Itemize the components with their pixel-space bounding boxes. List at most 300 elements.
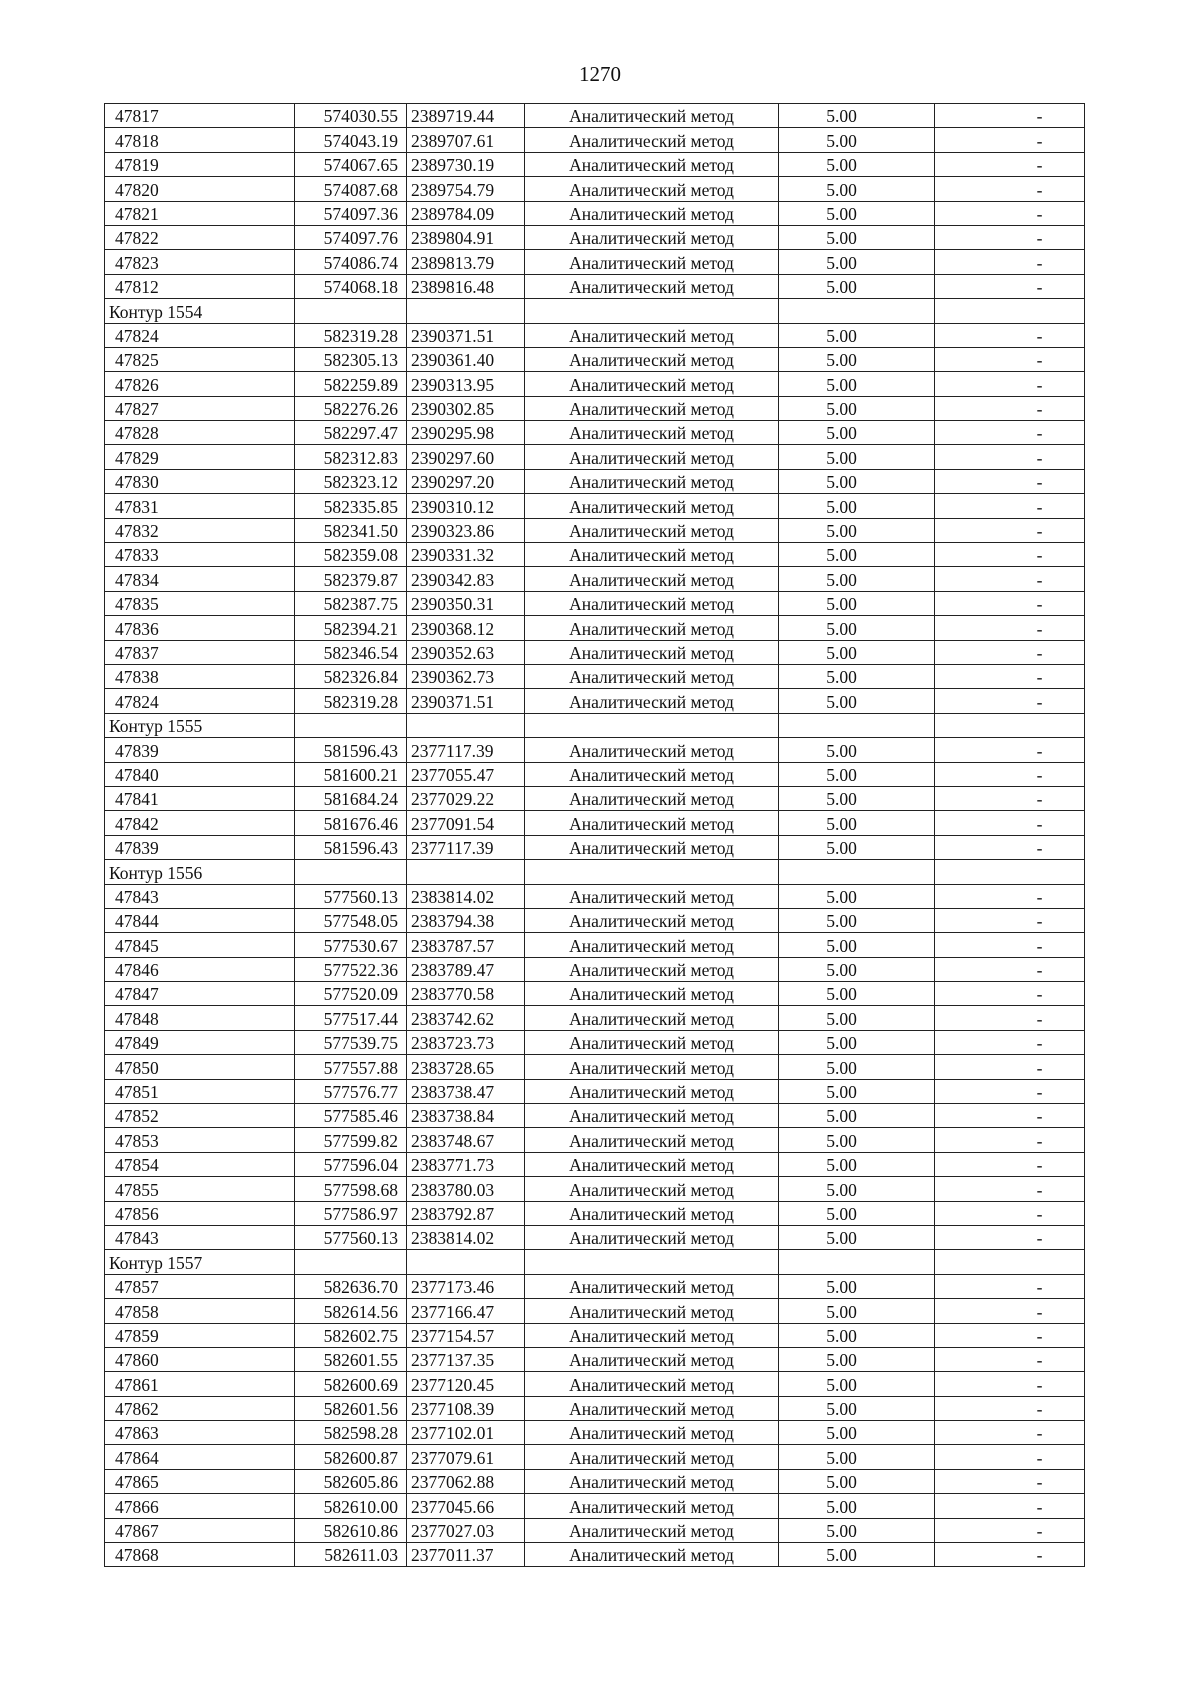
empty-cell — [935, 299, 1085, 323]
accuracy-cell: 5.00 — [779, 884, 935, 908]
x-coordinate-cell: 582605.86 — [295, 1469, 407, 1493]
description-cell: - — [935, 1445, 1085, 1469]
y-coordinate-cell: 2383771.73 — [407, 1152, 525, 1176]
description-cell: - — [935, 616, 1085, 640]
method-cell: Аналитический метод — [525, 1494, 779, 1518]
description-cell: - — [935, 421, 1085, 445]
point-number-cell: 47817 — [105, 104, 295, 128]
table-row — [105, 738, 1085, 762]
description-cell: - — [935, 1323, 1085, 1347]
description-cell: - — [935, 835, 1085, 859]
y-coordinate-cell: 2377117.39 — [407, 835, 525, 859]
method-cell: Аналитический метод — [525, 201, 779, 225]
accuracy-cell: 5.00 — [779, 1152, 935, 1176]
point-number-cell: 47868 — [105, 1543, 295, 1567]
x-coordinate-cell: 582346.54 — [295, 640, 407, 664]
method-cell: Аналитический метод — [525, 1396, 779, 1420]
y-coordinate-cell: 2389707.61 — [407, 128, 525, 152]
point-number-cell: 47839 — [105, 738, 295, 762]
y-coordinate-cell: 2383770.58 — [407, 982, 525, 1006]
method-cell: Аналитический метод — [525, 762, 779, 786]
accuracy-cell: 5.00 — [779, 1323, 935, 1347]
accuracy-cell: 5.00 — [779, 1494, 935, 1518]
x-coordinate-cell: 581676.46 — [295, 811, 407, 835]
method-cell: Аналитический метод — [525, 957, 779, 981]
contour-header-row — [105, 1250, 1085, 1274]
coordinates-table — [104, 103, 1085, 1567]
point-number-cell: 47830 — [105, 469, 295, 493]
y-coordinate-cell: 2377011.37 — [407, 1543, 525, 1567]
contour-header-row — [105, 713, 1085, 737]
point-number-cell: 47843 — [105, 884, 295, 908]
x-coordinate-cell: 581596.43 — [295, 738, 407, 762]
x-coordinate-cell: 582601.56 — [295, 1396, 407, 1420]
x-coordinate-cell: 582611.03 — [295, 1543, 407, 1567]
table-row — [105, 1201, 1085, 1225]
method-cell: Аналитический метод — [525, 1347, 779, 1371]
empty-cell — [295, 713, 407, 737]
description-cell: - — [935, 225, 1085, 249]
method-cell: Аналитический метод — [525, 1469, 779, 1493]
point-number-cell: 47862 — [105, 1396, 295, 1420]
table-row — [105, 177, 1085, 201]
table-row — [105, 1372, 1085, 1396]
point-number-cell: 47829 — [105, 445, 295, 469]
accuracy-cell: 5.00 — [779, 1543, 935, 1567]
table-row — [105, 982, 1085, 1006]
y-coordinate-cell: 2383794.38 — [407, 908, 525, 932]
x-coordinate-cell: 582636.70 — [295, 1274, 407, 1298]
x-coordinate-cell: 582602.75 — [295, 1323, 407, 1347]
y-coordinate-cell: 2383728.65 — [407, 1055, 525, 1079]
description-cell: - — [935, 1469, 1085, 1493]
x-coordinate-cell: 582598.28 — [295, 1421, 407, 1445]
y-coordinate-cell: 2390371.51 — [407, 323, 525, 347]
x-coordinate-cell: 582341.50 — [295, 518, 407, 542]
accuracy-cell: 5.00 — [779, 250, 935, 274]
accuracy-cell: 5.00 — [779, 1030, 935, 1054]
point-number-cell: 47828 — [105, 421, 295, 445]
table-row — [105, 543, 1085, 567]
x-coordinate-cell: 574086.74 — [295, 250, 407, 274]
point-number-cell: 47844 — [105, 908, 295, 932]
description-cell: - — [935, 1225, 1085, 1249]
y-coordinate-cell: 2390302.85 — [407, 396, 525, 420]
accuracy-cell: 5.00 — [779, 664, 935, 688]
y-coordinate-cell: 2389754.79 — [407, 177, 525, 201]
x-coordinate-cell: 582379.87 — [295, 567, 407, 591]
method-cell: Аналитический метод — [525, 616, 779, 640]
y-coordinate-cell: 2377079.61 — [407, 1445, 525, 1469]
table-row — [105, 469, 1085, 493]
table-row — [105, 201, 1085, 225]
empty-cell — [779, 299, 935, 323]
description-cell: - — [935, 567, 1085, 591]
accuracy-cell: 5.00 — [779, 1396, 935, 1420]
description-cell: - — [935, 982, 1085, 1006]
x-coordinate-cell: 577548.05 — [295, 908, 407, 932]
method-cell: Аналитический метод — [525, 786, 779, 810]
table-row — [105, 250, 1085, 274]
y-coordinate-cell: 2383789.47 — [407, 957, 525, 981]
description-cell: - — [935, 128, 1085, 152]
y-coordinate-cell: 2390331.32 — [407, 543, 525, 567]
method-cell: Аналитический метод — [525, 494, 779, 518]
accuracy-cell: 5.00 — [779, 372, 935, 396]
accuracy-cell: 5.00 — [779, 201, 935, 225]
table-row — [105, 347, 1085, 371]
table-row — [105, 323, 1085, 347]
accuracy-cell: 5.00 — [779, 933, 935, 957]
y-coordinate-cell: 2377102.01 — [407, 1421, 525, 1445]
table-row — [105, 152, 1085, 176]
x-coordinate-cell: 574067.65 — [295, 152, 407, 176]
y-coordinate-cell: 2377027.03 — [407, 1518, 525, 1542]
description-cell: - — [935, 201, 1085, 225]
empty-cell — [779, 1250, 935, 1274]
description-cell: - — [935, 396, 1085, 420]
point-number-cell: 47820 — [105, 177, 295, 201]
empty-cell — [779, 713, 935, 737]
point-number-cell: 47818 — [105, 128, 295, 152]
x-coordinate-cell: 582335.85 — [295, 494, 407, 518]
y-coordinate-cell: 2389730.19 — [407, 152, 525, 176]
y-coordinate-cell: 2383738.84 — [407, 1104, 525, 1128]
table-row — [105, 1299, 1085, 1323]
table-row — [105, 835, 1085, 859]
method-cell: Аналитический метод — [525, 1225, 779, 1249]
contour-name-cell: Контур 1555 — [105, 713, 295, 737]
empty-cell — [295, 860, 407, 884]
point-number-cell: 47848 — [105, 1006, 295, 1030]
y-coordinate-cell: 2383792.87 — [407, 1201, 525, 1225]
table-row — [105, 274, 1085, 298]
x-coordinate-cell: 577557.88 — [295, 1055, 407, 1079]
table-row — [105, 1445, 1085, 1469]
table-row — [105, 1543, 1085, 1567]
accuracy-cell: 5.00 — [779, 1006, 935, 1030]
point-number-cell: 47858 — [105, 1299, 295, 1323]
method-cell: Аналитический метод — [525, 835, 779, 859]
description-cell: - — [935, 1128, 1085, 1152]
y-coordinate-cell: 2390295.98 — [407, 421, 525, 445]
description-cell: - — [935, 323, 1085, 347]
accuracy-cell: 5.00 — [779, 616, 935, 640]
accuracy-cell: 5.00 — [779, 1421, 935, 1445]
table-row — [105, 811, 1085, 835]
x-coordinate-cell: 582610.86 — [295, 1518, 407, 1542]
y-coordinate-cell: 2377166.47 — [407, 1299, 525, 1323]
method-cell: Аналитический метод — [525, 982, 779, 1006]
accuracy-cell: 5.00 — [779, 347, 935, 371]
x-coordinate-cell: 577599.82 — [295, 1128, 407, 1152]
point-number-cell: 47854 — [105, 1152, 295, 1176]
description-cell: - — [935, 1372, 1085, 1396]
accuracy-cell: 5.00 — [779, 1079, 935, 1103]
description-cell: - — [935, 908, 1085, 932]
accuracy-cell: 5.00 — [779, 1445, 935, 1469]
method-cell: Аналитический метод — [525, 1274, 779, 1298]
y-coordinate-cell: 2390352.63 — [407, 640, 525, 664]
x-coordinate-cell: 582297.47 — [295, 421, 407, 445]
point-number-cell: 47837 — [105, 640, 295, 664]
accuracy-cell: 5.00 — [779, 591, 935, 615]
y-coordinate-cell: 2377154.57 — [407, 1323, 525, 1347]
description-cell: - — [935, 347, 1085, 371]
accuracy-cell: 5.00 — [779, 738, 935, 762]
method-cell: Аналитический метод — [525, 274, 779, 298]
x-coordinate-cell: 581684.24 — [295, 786, 407, 810]
table-row — [105, 421, 1085, 445]
y-coordinate-cell: 2383814.02 — [407, 884, 525, 908]
x-coordinate-cell: 582319.28 — [295, 323, 407, 347]
accuracy-cell: 5.00 — [779, 518, 935, 542]
y-coordinate-cell: 2377108.39 — [407, 1396, 525, 1420]
point-number-cell: 47825 — [105, 347, 295, 371]
description-cell: - — [935, 689, 1085, 713]
coordinates-table-container — [104, 103, 1084, 1567]
point-number-cell: 47822 — [105, 225, 295, 249]
empty-cell — [407, 713, 525, 737]
point-number-cell: 47832 — [105, 518, 295, 542]
point-number-cell: 47838 — [105, 664, 295, 688]
table-row — [105, 396, 1085, 420]
accuracy-cell: 5.00 — [779, 225, 935, 249]
accuracy-cell: 5.00 — [779, 567, 935, 591]
point-number-cell: 47847 — [105, 982, 295, 1006]
x-coordinate-cell: 577539.75 — [295, 1030, 407, 1054]
accuracy-cell: 5.00 — [779, 1128, 935, 1152]
point-number-cell: 47861 — [105, 1372, 295, 1396]
point-number-cell: 47845 — [105, 933, 295, 957]
x-coordinate-cell: 582359.08 — [295, 543, 407, 567]
y-coordinate-cell: 2377173.46 — [407, 1274, 525, 1298]
method-cell: Аналитический метод — [525, 104, 779, 128]
method-cell: Аналитический метод — [525, 640, 779, 664]
table-row — [105, 591, 1085, 615]
accuracy-cell: 5.00 — [779, 908, 935, 932]
y-coordinate-cell: 2389804.91 — [407, 225, 525, 249]
y-coordinate-cell: 2383780.03 — [407, 1177, 525, 1201]
description-cell: - — [935, 640, 1085, 664]
method-cell: Аналитический метод — [525, 1372, 779, 1396]
empty-cell — [295, 1250, 407, 1274]
accuracy-cell: 5.00 — [779, 152, 935, 176]
empty-cell — [779, 860, 935, 884]
table-row — [105, 1128, 1085, 1152]
y-coordinate-cell: 2377045.66 — [407, 1494, 525, 1518]
table-row — [105, 762, 1085, 786]
method-cell: Аналитический метод — [525, 347, 779, 371]
table-row — [105, 1104, 1085, 1128]
point-number-cell: 47839 — [105, 835, 295, 859]
description-cell: - — [935, 1152, 1085, 1176]
point-number-cell: 47866 — [105, 1494, 295, 1518]
method-cell: Аналитический метод — [525, 567, 779, 591]
accuracy-cell: 5.00 — [779, 421, 935, 445]
x-coordinate-cell: 577598.68 — [295, 1177, 407, 1201]
accuracy-cell: 5.00 — [779, 445, 935, 469]
description-cell: - — [935, 372, 1085, 396]
point-number-cell: 47834 — [105, 567, 295, 591]
accuracy-cell: 5.00 — [779, 957, 935, 981]
x-coordinate-cell: 574097.76 — [295, 225, 407, 249]
y-coordinate-cell: 2390361.40 — [407, 347, 525, 371]
point-number-cell: 47863 — [105, 1421, 295, 1445]
accuracy-cell: 5.00 — [779, 762, 935, 786]
method-cell: Аналитический метод — [525, 1543, 779, 1567]
x-coordinate-cell: 582326.84 — [295, 664, 407, 688]
table-row — [105, 1274, 1085, 1298]
method-cell: Аналитический метод — [525, 1079, 779, 1103]
y-coordinate-cell: 2390362.73 — [407, 664, 525, 688]
description-cell: - — [935, 1006, 1085, 1030]
x-coordinate-cell: 582305.13 — [295, 347, 407, 371]
y-coordinate-cell: 2390297.60 — [407, 445, 525, 469]
description-cell: - — [935, 811, 1085, 835]
table-row — [105, 128, 1085, 152]
point-number-cell: 47852 — [105, 1104, 295, 1128]
description-cell: - — [935, 786, 1085, 810]
y-coordinate-cell: 2377062.88 — [407, 1469, 525, 1493]
method-cell: Аналитический метод — [525, 177, 779, 201]
point-number-cell: 47821 — [105, 201, 295, 225]
method-cell: Аналитический метод — [525, 1128, 779, 1152]
x-coordinate-cell: 582319.28 — [295, 689, 407, 713]
x-coordinate-cell: 582610.00 — [295, 1494, 407, 1518]
table-row — [105, 1421, 1085, 1445]
description-cell: - — [935, 1177, 1085, 1201]
x-coordinate-cell: 582394.21 — [295, 616, 407, 640]
empty-cell — [935, 860, 1085, 884]
point-number-cell: 47850 — [105, 1055, 295, 1079]
accuracy-cell: 5.00 — [779, 1225, 935, 1249]
y-coordinate-cell: 2390297.20 — [407, 469, 525, 493]
y-coordinate-cell: 2383723.73 — [407, 1030, 525, 1054]
point-number-cell: 47831 — [105, 494, 295, 518]
y-coordinate-cell: 2377117.39 — [407, 738, 525, 762]
point-number-cell: 47842 — [105, 811, 295, 835]
description-cell: - — [935, 1201, 1085, 1225]
x-coordinate-cell: 574043.19 — [295, 128, 407, 152]
y-coordinate-cell: 2383787.57 — [407, 933, 525, 957]
description-cell: - — [935, 518, 1085, 542]
y-coordinate-cell: 2377029.22 — [407, 786, 525, 810]
description-cell: - — [935, 469, 1085, 493]
table-row — [105, 1518, 1085, 1542]
table-row — [105, 664, 1085, 688]
table-row — [105, 1055, 1085, 1079]
description-cell: - — [935, 1299, 1085, 1323]
method-cell: Аналитический метод — [525, 1006, 779, 1030]
description-cell: - — [935, 884, 1085, 908]
coordinates-table-body — [105, 104, 1085, 1567]
accuracy-cell: 5.00 — [779, 1201, 935, 1225]
method-cell: Аналитический метод — [525, 152, 779, 176]
accuracy-cell: 5.00 — [779, 494, 935, 518]
table-row — [105, 1396, 1085, 1420]
point-number-cell: 47833 — [105, 543, 295, 567]
table-row — [105, 225, 1085, 249]
description-cell: - — [935, 152, 1085, 176]
accuracy-cell: 5.00 — [779, 1347, 935, 1371]
method-cell: Аналитический метод — [525, 1177, 779, 1201]
description-cell: - — [935, 664, 1085, 688]
method-cell: Аналитический метод — [525, 1323, 779, 1347]
table-row — [105, 1494, 1085, 1518]
accuracy-cell: 5.00 — [779, 982, 935, 1006]
accuracy-cell: 5.00 — [779, 274, 935, 298]
contour-header-row — [105, 860, 1085, 884]
x-coordinate-cell: 582614.56 — [295, 1299, 407, 1323]
method-cell: Аналитический метод — [525, 738, 779, 762]
table-row — [105, 1225, 1085, 1249]
contour-name-cell: Контур 1557 — [105, 1250, 295, 1274]
description-cell: - — [935, 591, 1085, 615]
x-coordinate-cell: 577585.46 — [295, 1104, 407, 1128]
method-cell: Аналитический метод — [525, 591, 779, 615]
description-cell: - — [935, 762, 1085, 786]
point-number-cell: 47843 — [105, 1225, 295, 1249]
point-number-cell: 47864 — [105, 1445, 295, 1469]
accuracy-cell: 5.00 — [779, 543, 935, 567]
table-row — [105, 689, 1085, 713]
x-coordinate-cell: 577560.13 — [295, 1225, 407, 1249]
accuracy-cell: 5.00 — [779, 177, 935, 201]
x-coordinate-cell: 582600.87 — [295, 1445, 407, 1469]
table-row — [105, 933, 1085, 957]
point-number-cell: 47849 — [105, 1030, 295, 1054]
empty-cell — [407, 299, 525, 323]
method-cell: Аналитический метод — [525, 469, 779, 493]
description-cell: - — [935, 1421, 1085, 1445]
y-coordinate-cell: 2390342.83 — [407, 567, 525, 591]
method-cell: Аналитический метод — [525, 664, 779, 688]
y-coordinate-cell: 2390310.12 — [407, 494, 525, 518]
method-cell: Аналитический метод — [525, 323, 779, 347]
empty-cell — [525, 299, 779, 323]
description-cell: - — [935, 494, 1085, 518]
accuracy-cell: 5.00 — [779, 469, 935, 493]
contour-name-cell: Контур 1554 — [105, 299, 295, 323]
method-cell: Аналитический метод — [525, 250, 779, 274]
table-row — [105, 1030, 1085, 1054]
x-coordinate-cell: 581600.21 — [295, 762, 407, 786]
accuracy-cell: 5.00 — [779, 1299, 935, 1323]
method-cell: Аналитический метод — [525, 1201, 779, 1225]
description-cell: - — [935, 1030, 1085, 1054]
contour-header-row — [105, 299, 1085, 323]
method-cell: Аналитический метод — [525, 225, 779, 249]
description-cell: - — [935, 543, 1085, 567]
method-cell: Аналитический метод — [525, 1055, 779, 1079]
table-row — [105, 518, 1085, 542]
method-cell: Аналитический метод — [525, 1030, 779, 1054]
accuracy-cell: 5.00 — [779, 396, 935, 420]
point-number-cell: 47827 — [105, 396, 295, 420]
description-cell: - — [935, 104, 1085, 128]
y-coordinate-cell: 2390313.95 — [407, 372, 525, 396]
point-number-cell: 47856 — [105, 1201, 295, 1225]
method-cell: Аналитический метод — [525, 396, 779, 420]
x-coordinate-cell: 574068.18 — [295, 274, 407, 298]
y-coordinate-cell: 2383738.47 — [407, 1079, 525, 1103]
contour-name-cell: Контур 1556 — [105, 860, 295, 884]
point-number-cell: 47840 — [105, 762, 295, 786]
y-coordinate-cell: 2390368.12 — [407, 616, 525, 640]
method-cell: Аналитический метод — [525, 1299, 779, 1323]
method-cell: Аналитический метод — [525, 518, 779, 542]
